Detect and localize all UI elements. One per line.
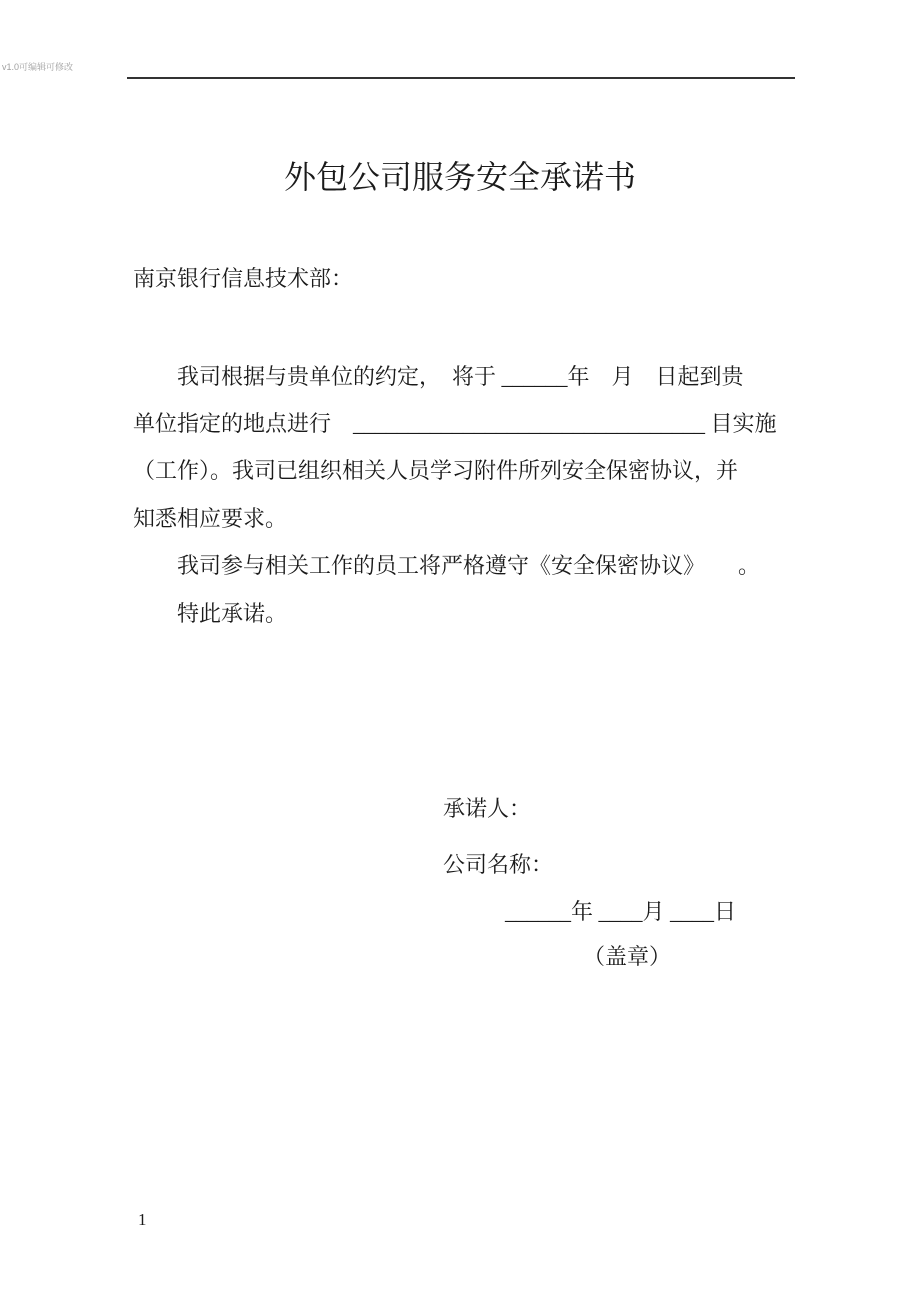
page-number: 1 — [138, 1210, 147, 1229]
body-line: 我司参与相关工作的员工将严格遵守《安全保密协议》 。 — [177, 553, 761, 578]
document-title: 外包公司服务安全承诺书 — [283, 159, 636, 195]
body-line: 特此承诺。 — [177, 601, 288, 626]
salutation-line: 南京银行信息技术部： — [133, 266, 354, 291]
version-watermark: v1.0可编辑可修改 — [2, 62, 74, 72]
promiser-label: 承诺人： — [443, 796, 532, 821]
date-blank-line: ______年 ____月 ____日 — [505, 899, 737, 924]
body-line: 知悉相应要求。 — [133, 506, 288, 531]
company-name-label: 公司名称： — [443, 852, 554, 877]
body-line: 单位指定的地点进行 ________________________________ 目实施 — [133, 411, 777, 436]
seal-label: （盖章） — [583, 944, 672, 969]
body-line: （工作）。我司已组织相关人员学习附件所列安全保密协议，并 — [133, 458, 739, 483]
body-line: 我司根据与贵单位的约定， 将于 ______年 月 日起到贵 — [177, 364, 744, 389]
header-rule — [127, 77, 795, 79]
